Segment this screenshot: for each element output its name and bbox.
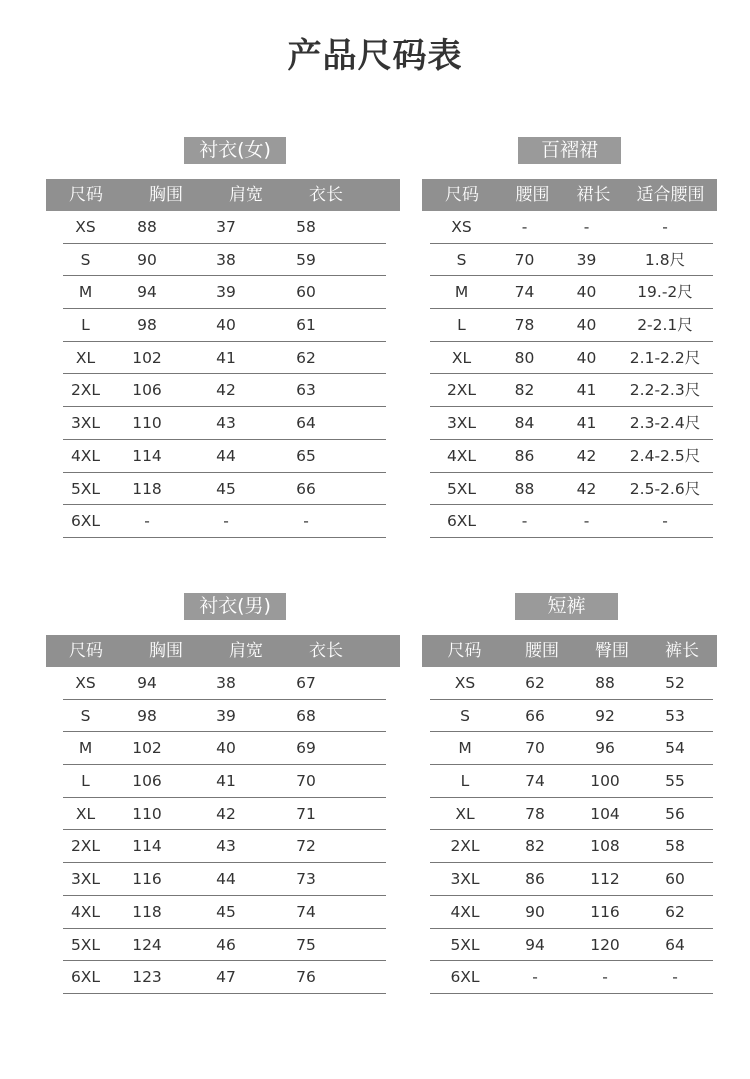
table-cell: 90 [137,250,157,269]
table-cell: 112 [590,870,620,889]
table-cell: 61 [296,316,316,335]
table-cell: 46 [216,935,236,954]
table-cell: 84 [514,414,535,433]
table-cell: 66 [525,706,545,725]
table-header [46,635,400,667]
table-cell: 5XL [70,479,101,498]
table-cell: 45 [216,902,236,921]
table-cell: 56 [665,804,685,823]
table-row [63,407,386,440]
table-cell: 62 [665,902,685,921]
table-cell: 1.8尺 [644,250,686,269]
table-body [430,211,713,538]
table-row [63,440,386,473]
table-row [430,700,713,733]
table-cell: 116 [132,870,162,889]
table-cell: 70 [525,739,545,758]
table-cell: - [532,968,538,987]
table-row [430,732,713,765]
table-row [63,830,386,863]
table-row [63,961,386,994]
table-row [63,244,386,277]
table-row [430,929,713,962]
table-cell: 74 [525,772,545,791]
table-cell: 94 [525,935,545,954]
table-row [63,732,386,765]
table-row [63,505,386,538]
table-cell: 47 [216,968,236,987]
table-cell: 106 [132,772,162,791]
table-cell: 123 [132,968,162,987]
table-cell: 63 [296,381,316,400]
table-cell: 74 [296,902,316,921]
table-cell: 65 [296,446,316,465]
table-cell: - [583,218,590,236]
column-header: 裙长 [576,185,611,205]
table-cell: 5XL [450,935,480,954]
table-cell: M [454,283,469,302]
table-cell: 44 [216,870,236,889]
table-cell: 3XL [70,870,101,889]
table-header [422,635,717,667]
table-cell: - [602,968,608,987]
table-cell: 52 [665,674,685,692]
table-cell: XL [75,348,96,367]
table-cell: 42 [216,381,236,400]
column-header: 胸围 [149,641,183,661]
table-cell: 62 [525,674,545,692]
table-cell: 82 [525,837,545,856]
table-cell: 55 [665,772,685,791]
table-cell: 86 [525,870,545,889]
table-cell: 96 [595,739,615,758]
table-cell: 60 [296,283,316,302]
table-cell: M [78,283,93,302]
column-header: 尺码 [69,641,103,661]
table-cell: 62 [296,348,316,367]
table-cell: 102 [132,348,162,367]
table-cell: 42 [576,479,597,498]
table-cell: L [81,772,90,791]
table-cell: 38 [216,250,236,269]
table-cell: 40 [576,316,597,335]
table-cell: 104 [590,804,620,823]
table-cell: 124 [132,935,162,954]
table-cell: 39 [576,250,597,269]
table-cell: - [144,512,150,531]
table-cell: 44 [216,446,236,465]
table-cell: 2XL [446,381,477,400]
table-row [430,896,713,929]
table-cell: 76 [296,968,316,987]
table-row [430,473,713,506]
table-body [63,667,386,994]
table-row [63,342,386,375]
table-row [63,473,386,506]
table-cell: S [460,706,470,725]
table-row [430,342,713,375]
column-header: 衣长 [309,641,343,661]
table-cell: 64 [296,414,316,433]
table-cell: 6XL [70,968,101,987]
table-cell: 78 [525,804,545,823]
column-header: 腰围 [525,641,559,661]
table-cell: M [78,739,93,758]
table-cell: 70 [514,250,535,269]
table-cell: XS [454,674,476,692]
table-row [430,505,713,538]
table-row [430,374,713,407]
table-cell: 54 [665,739,685,758]
column-header: 肩宽 [229,641,263,661]
table-cell: XL [451,348,472,367]
table-cell: 102 [132,739,162,758]
table-cell: 82 [514,381,535,400]
table-cell: 78 [514,316,535,335]
table-cell: 4XL [70,902,101,921]
table-cell: 41 [576,381,597,400]
table-cell: 2.5-2.6尺 [629,479,701,498]
table-cell: 2.1-2.2尺 [629,348,701,367]
table-cell: 118 [132,902,162,921]
table-cell: 58 [296,218,316,236]
table-row [63,929,386,962]
table-cell: 42 [576,446,597,465]
column-header: 肩宽 [229,185,263,205]
table-cell: 59 [296,250,316,269]
table-cell: 88 [137,218,157,236]
table-row [430,961,713,994]
table-cell: L [81,316,90,335]
table-cell: - [583,512,590,531]
table-row [63,765,386,798]
table-cell: 39 [216,706,236,725]
table-cell: 71 [296,804,316,823]
table-cell: 5XL [70,935,101,954]
table-row [63,798,386,831]
table-cell: S [456,250,467,269]
table-cell: - [521,218,528,236]
table-title: 衬衣(男) [184,593,286,620]
table-body [63,211,386,538]
column-header: 臀围 [595,641,629,661]
table-cell: 114 [132,446,162,465]
column-header: 衣长 [309,185,343,205]
table-cell: XS [451,218,472,236]
table-cell: 67 [296,674,316,692]
table-cell: 43 [216,414,236,433]
table-cell: 118 [132,479,162,498]
table-row [63,700,386,733]
table-cell: 106 [132,381,162,400]
table-cell: 110 [132,804,162,823]
table-title: 短裤 [515,593,618,620]
table-cell: 2.4-2.5尺 [629,446,701,465]
table-row [430,211,713,244]
table-row [430,830,713,863]
table-cell: 4XL [446,446,477,465]
table-cell: 40 [576,283,597,302]
table-cell: 2.3-2.4尺 [629,414,701,433]
table-cell: 6XL [70,512,101,531]
table-cell: 108 [590,837,620,856]
table-cell: 60 [665,870,685,889]
table-row [430,765,713,798]
table-cell: 86 [514,446,535,465]
table-cell: 66 [296,479,316,498]
table-cell: 94 [137,674,157,692]
column-header: 尺码 [447,641,482,661]
table-cell: 2.2-2.3尺 [629,381,701,400]
table-cell: 6XL [450,968,480,987]
table-cell: 40 [216,739,236,758]
table-row [430,863,713,896]
table-cell: 19.-2尺 [637,283,693,302]
table-body [430,667,713,994]
table-row [63,667,386,700]
table-cell: - [662,512,668,531]
table-cell: XL [455,804,475,823]
table-cell: 2-2.1尺 [637,316,693,335]
table-cell: - [223,512,229,531]
table-row [430,798,713,831]
table-row [430,309,713,342]
table-cell: XS [75,218,96,236]
table-row [63,211,386,244]
table-cell: 42 [216,804,236,823]
table-cell: 114 [132,837,162,856]
table-header [422,179,717,211]
page-title: 产品尺码表 [287,36,463,76]
column-header: 腰围 [515,185,550,205]
table-cell: 120 [590,935,620,954]
table-cell: 6XL [446,512,477,531]
table-row [430,276,713,309]
table-cell: 116 [590,902,620,921]
table-cell: 68 [296,706,316,725]
column-header: 尺码 [69,185,103,205]
table-cell: L [457,316,466,335]
table-header [46,179,400,211]
table-row [430,244,713,277]
table-cell: 40 [576,348,597,367]
table-cell: 58 [665,837,685,856]
table-cell: - [303,512,309,531]
column-header: 裤长 [665,641,699,661]
table-row [63,374,386,407]
table-title: 衬衣(女) [184,137,286,164]
table-cell: 3XL [70,414,101,433]
table-cell: - [662,218,668,236]
table-row [63,276,386,309]
table-cell: 75 [296,935,316,954]
table-cell: 90 [525,902,545,921]
table-cell: M [458,739,472,758]
table-row [63,896,386,929]
table-cell: 110 [132,414,162,433]
table-row [430,440,713,473]
table-cell: 69 [296,739,316,758]
table-cell: 43 [216,837,236,856]
table-cell: 98 [137,706,157,725]
table-cell: 41 [216,772,236,791]
table-cell: 98 [137,316,157,335]
table-cell: 74 [514,283,535,302]
table-cell: - [521,512,528,531]
table-cell: XL [75,804,96,823]
column-header: 适合腰围 [636,185,705,205]
table-cell: 45 [216,479,236,498]
table-cell: 73 [296,870,316,889]
table-title: 百褶裙 [518,137,621,164]
table-cell: - [672,968,678,987]
table-cell: 2XL [70,837,101,856]
table-cell: 94 [137,283,157,302]
table-cell: 64 [665,935,685,954]
table-cell: XS [75,674,96,692]
table-cell: 38 [216,674,236,692]
table-cell: 40 [216,316,236,335]
table-cell: 53 [665,706,685,725]
table-row [430,407,713,440]
column-header: 胸围 [149,185,183,205]
table-cell: 88 [595,674,615,692]
table-cell: 72 [296,837,316,856]
table-row [430,667,713,700]
table-cell: 2XL [70,381,101,400]
table-cell: 88 [514,479,535,498]
table-row [63,863,386,896]
table-cell: 70 [296,772,316,791]
table-cell: S [80,706,91,725]
table-cell: 80 [514,348,535,367]
table-cell: S [80,250,91,269]
table-cell: L [460,772,470,791]
table-cell: 41 [576,414,597,433]
column-header: 尺码 [445,185,479,205]
table-cell: 37 [216,218,236,236]
table-cell: 92 [595,706,615,725]
table-cell: 100 [590,772,620,791]
table-row [63,309,386,342]
table-cell: 3XL [450,870,480,889]
table-cell: 39 [216,283,236,302]
table-cell: 3XL [446,414,477,433]
table-cell: 2XL [450,837,480,856]
table-cell: 41 [216,348,236,367]
table-cell: 5XL [446,479,477,498]
table-cell: 4XL [450,902,480,921]
table-cell: 4XL [70,446,101,465]
